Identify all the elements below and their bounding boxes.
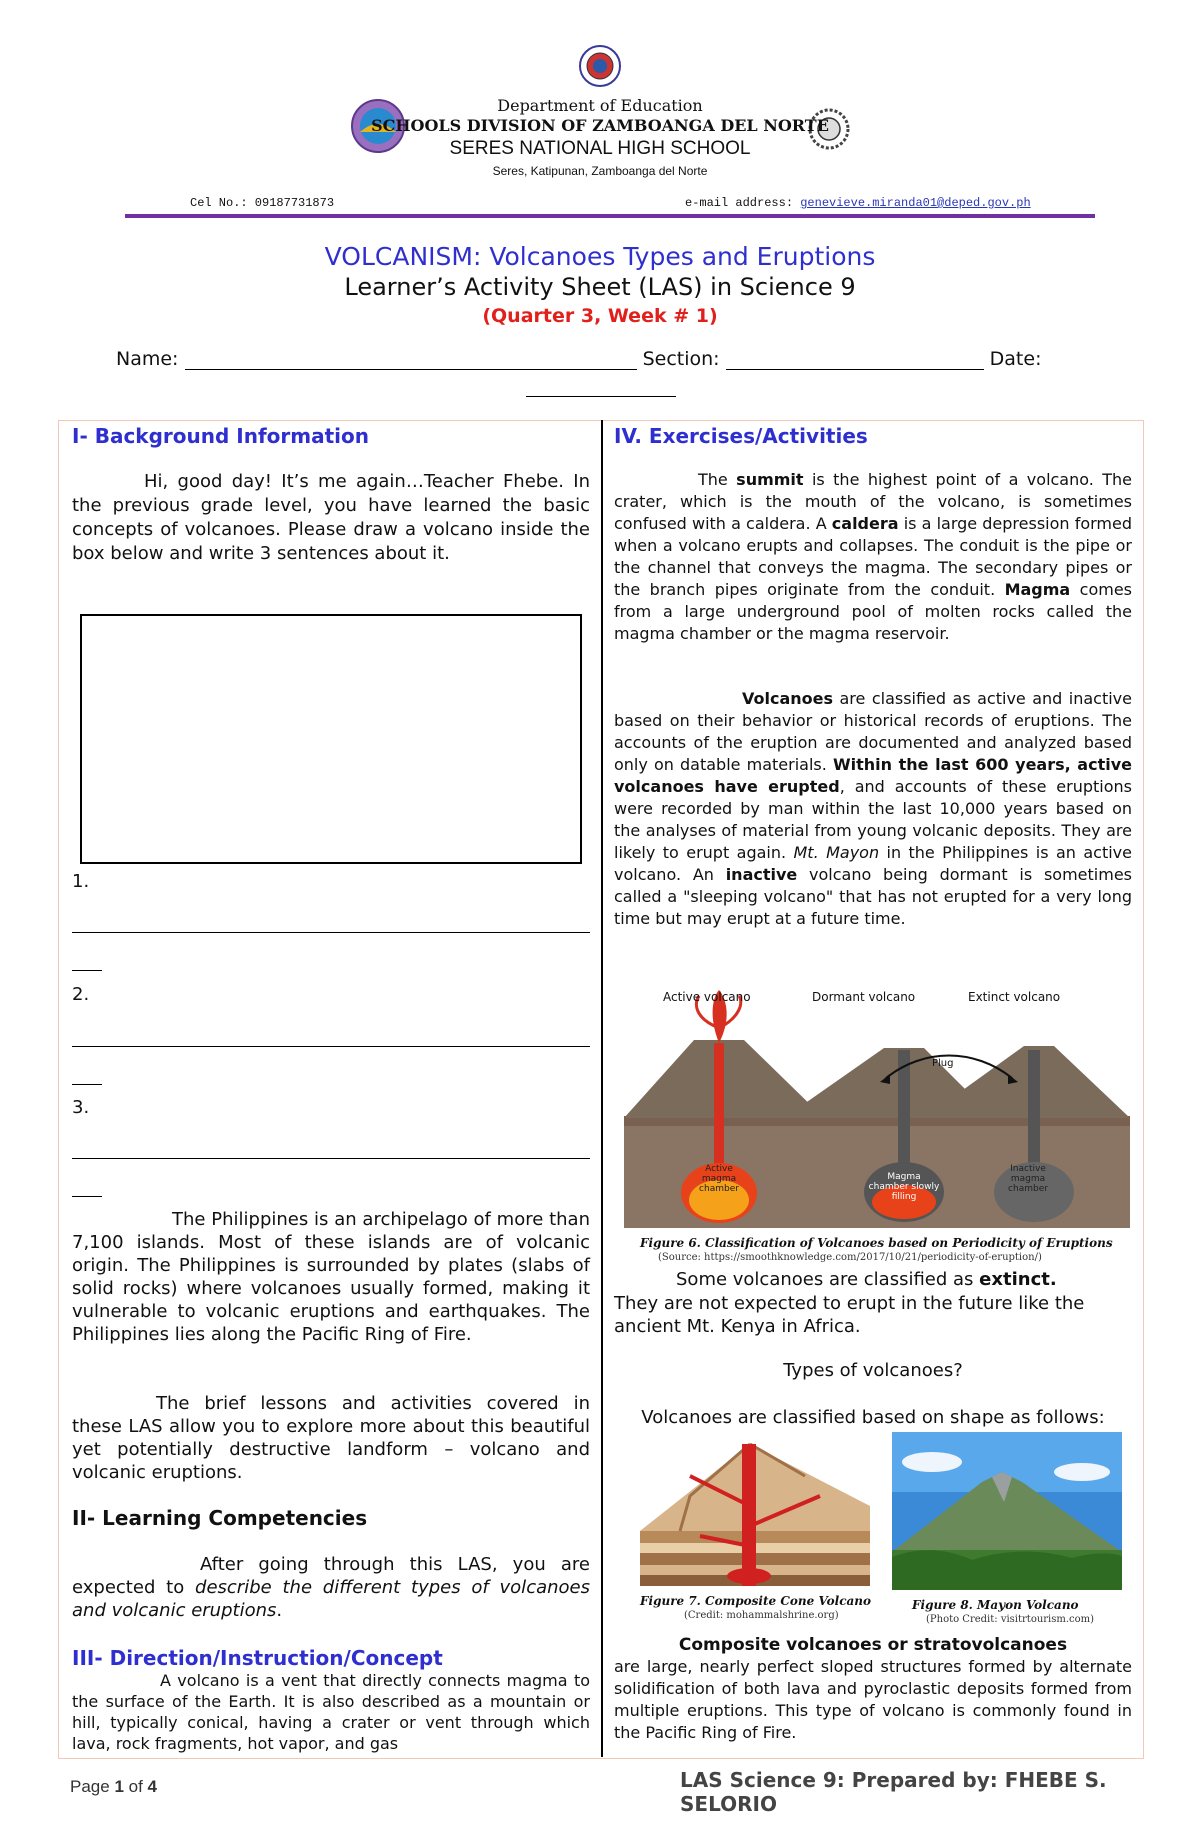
competencies-emphasis: describe the different types of volcanoes and volcanic eruptions xyxy=(72,1577,590,1621)
page-label: Page xyxy=(70,1777,115,1796)
figure-7-credit: (Credit: mohammalshrine.org) xyxy=(684,1610,839,1621)
fig6-chamber-active: Active magma chamber xyxy=(699,1164,739,1194)
sentence-3-line-end[interactable] xyxy=(72,1196,102,1197)
sentence-1-line-end[interactable] xyxy=(72,970,102,971)
competencies-text: After going through this LAS, you are expected to xyxy=(72,1554,590,1598)
intro-paragraph: Hi, good day! It’s me again…Teacher Fhebe. In the previous grade level, you have learned the basic concepts of volcanoes. Please draw a volcano inside the box below and write 3 sentences about it. xyxy=(72,471,590,564)
sentence-2-label: 2. xyxy=(72,984,90,1005)
sentence-2-line[interactable] xyxy=(72,1046,590,1047)
lessons-paragraph: The brief lessons and activities covered in these LAS allow you to explore more about this beautiful yet potentially destructive landform – volcano and volcanic eruptions. xyxy=(72,1393,590,1483)
summit-text-3: is a large depression formed when a volcano erupts and collapses. The conduit is the pipe or the channel that conveys the magma. The secondary pipes or the branch pipes originate from the conduit. xyxy=(614,514,1132,599)
competencies-end: . xyxy=(276,1600,283,1621)
extinct-paragraph: They are not expected to erupt in the future like the ancient Mt. Kenya in Africa. xyxy=(614,1293,1085,1337)
department-name: Department of Education xyxy=(497,96,703,115)
competencies-paragraph xyxy=(72,1553,590,1622)
extinct-line xyxy=(676,1268,1057,1291)
date-field[interactable] xyxy=(526,378,676,397)
composite-heading: Composite volcanoes or stratovolcanoes xyxy=(678,1635,1068,1655)
drawing-box[interactable] xyxy=(80,614,582,864)
email-link[interactable]: genevieve.miranda01@deped.gov.ph xyxy=(800,196,1031,210)
school-name: SERES NATIONAL HIGH SCHOOL xyxy=(449,138,751,159)
figure-8-photo xyxy=(892,1432,1122,1590)
page-of: of xyxy=(123,1777,148,1796)
summit-text-1: The xyxy=(698,470,737,489)
page-title: VOLCANISM: Volcanoes Types and Eruptions xyxy=(324,242,876,271)
page-total: 4 xyxy=(147,1777,157,1796)
heading-background: I- Background Information xyxy=(72,424,369,448)
summit-paragraph xyxy=(614,469,1132,645)
figure-6-caption: Figure 6. Classification of Volcanoes based on Periodicity of Eruptions xyxy=(640,1236,1113,1250)
column-divider xyxy=(601,420,603,1757)
mayon-term: Mt. Mayon xyxy=(793,843,880,862)
section-label: Section: xyxy=(642,348,720,370)
volcanoes-term: Volcanoes xyxy=(742,689,834,708)
email-label: e-mail address: xyxy=(685,196,801,210)
deped-seal xyxy=(578,44,622,88)
name-field[interactable] xyxy=(185,351,637,370)
header-divider xyxy=(125,214,1095,218)
active-emphasis: Within the last 600 years, active volcanoes have erupted xyxy=(614,755,1132,796)
sentence-1-label: 1. xyxy=(72,871,90,892)
fig6-chamber-filling: Magma chamber slowly filling xyxy=(868,1172,940,1202)
extinct-term: extinct. xyxy=(979,1269,1057,1290)
composite-paragraph: are large, nearly perfect sloped structures formed by alternate solidification of both lava and pyroclastic deposits formed from multiple eruptions. This type of volcano is commonly found in the Pacific Ring of Fire. xyxy=(614,1657,1132,1742)
footer-credit: LAS Science 9: Prepared by: FHEBE S. SELORIO xyxy=(680,1768,1107,1816)
magma-term: Magma xyxy=(1004,580,1071,599)
page-number xyxy=(70,1777,157,1797)
name-label: Name: xyxy=(116,348,179,370)
summit-term: summit xyxy=(736,470,804,489)
cel-number: Cel No.: 09187731873 xyxy=(190,196,335,210)
sentence-3-label: 3. xyxy=(72,1097,90,1118)
figure-8-credit: (Photo Credit: visitrtourism.com) xyxy=(926,1614,1095,1625)
section-field[interactable] xyxy=(726,351,984,370)
fig6-label-active: Active volcano xyxy=(663,990,751,1004)
types-intro: Volcanoes are classified based on shape as follows: xyxy=(641,1407,1105,1428)
philippines-paragraph: The Philippines is an archipelago of more than 7,100 islands. Most of these islands are of volcanic origin. The Philippines is surrounded by plates (slabs of solid rocks) where volcanoes usually formed, making it vulnerable to volcanic eruptions and earthquakes. The Philippines lies along the Pacific Ring of Fire. xyxy=(72,1209,590,1345)
student-info-line xyxy=(116,348,1041,370)
summit-text-2: is the highest point of a volcano. The crater, which is the mouth of the volcano, is sometimes confused with a caldera. A xyxy=(614,470,1133,533)
quarter-label: (Quarter 3, Week # 1) xyxy=(482,305,718,327)
classification-paragraph xyxy=(614,688,1132,930)
page-current: 1 xyxy=(114,1777,124,1796)
page-subtitle: Learner’s Activity Sheet (LAS) in Science 9 xyxy=(344,273,856,301)
inactive-term: inactive xyxy=(725,865,798,884)
figure-6-source: (Source: https://smoothknowledge.com/2017/10/21/periodicity-of-eruption/) xyxy=(658,1252,1042,1263)
fig6-label-plug: Plug xyxy=(932,1058,954,1069)
class-text-4: volcano being dormant is sometimes called a "sleeping volcano" that has not erupted for a very long time but may erupt at a future time. xyxy=(614,865,1132,928)
direction-paragraph: A volcano is a vent that directly connects magma to the surface of the Earth. It is also described as a mountain or hill, typically conical, having a crater or vent through which lava, rock fragments, hot vapor, and gas xyxy=(72,1671,590,1753)
email-line xyxy=(685,196,1031,210)
date-label: Date: xyxy=(989,348,1042,370)
types-question: Types of volcanoes? xyxy=(783,1360,963,1381)
figure-8-caption: Figure 8. Mayon Volcano xyxy=(912,1598,1079,1612)
class-text-2: , and accounts of these eruptions were recorded by man within the last 10,000 years based on the analyses of material from young volcanic deposits. They are likely to erupt again. xyxy=(614,777,1133,862)
class-text-3: in the Philippines is an active volcano. An xyxy=(614,843,1132,884)
extinct-text: Some volcanoes are classified as xyxy=(676,1269,980,1290)
caldera-term: caldera xyxy=(831,514,899,533)
division-name: SCHOOLS DIVISION OF ZAMBOANGA DEL NORTE xyxy=(371,116,829,135)
school-address: Seres, Katipunan, Zamboanga del Norte xyxy=(492,164,708,178)
sentence-3-line[interactable] xyxy=(72,1158,590,1159)
class-text-1: are classified as active and inactive based on their behavior or historical records of eruptions. The accounts of the eruption are documented and analyzed based only on datable materials. xyxy=(614,689,1132,774)
heading-competencies: II- Learning Competencies xyxy=(72,1506,368,1530)
heading-direction: III- Direction/Instruction/Concept xyxy=(72,1646,443,1670)
fig6-chamber-inactive: Inactive magma chamber xyxy=(1008,1164,1048,1194)
fig6-label-extinct: Extinct volcano xyxy=(968,990,1061,1004)
sentence-2-line-end[interactable] xyxy=(72,1084,102,1085)
summit-text-4: comes from a large underground pool of molten rocks called the magma chamber or the magma reservoir. xyxy=(614,580,1132,643)
figure-7-caption: Figure 7. Composite Cone Volcano xyxy=(640,1594,872,1608)
figure-7-illustration xyxy=(630,1436,880,1588)
heading-exercises: IV. Exercises/Activities xyxy=(614,424,868,448)
fig6-label-dormant: Dormant volcano xyxy=(812,990,916,1004)
sentence-1-line[interactable] xyxy=(72,932,590,933)
